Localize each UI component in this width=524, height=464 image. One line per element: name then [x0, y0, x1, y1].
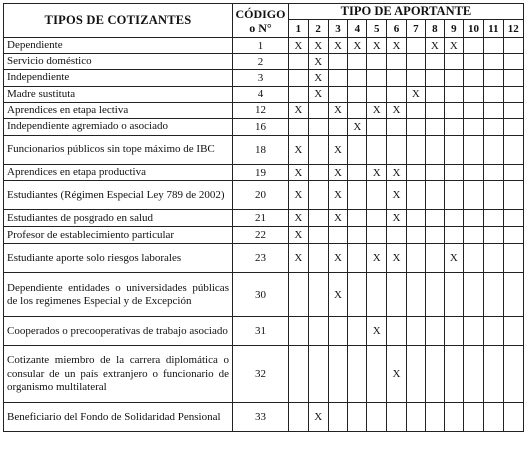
- mark-empty: [463, 54, 483, 70]
- cotizante-name: Servicio doméstico: [4, 54, 233, 70]
- mark-empty: [484, 102, 503, 118]
- mark-empty: [367, 86, 387, 102]
- mark-empty: [387, 86, 407, 102]
- mark-empty: [444, 210, 463, 227]
- mark-empty: [406, 346, 425, 403]
- header-aportante-6: 6: [387, 20, 407, 38]
- cotizante-name: Profesor de establecimiento particular: [4, 227, 233, 244]
- mark-empty: [288, 70, 308, 86]
- mark-empty: [503, 403, 523, 432]
- mark-empty: [348, 244, 367, 273]
- cotizante-name: Aprendices en etapa lectiva: [4, 102, 233, 118]
- header-aportante-10: 10: [463, 20, 483, 38]
- mark-empty: [425, 70, 444, 86]
- mark-empty: [406, 227, 425, 244]
- mark-empty: [348, 70, 367, 86]
- cotizante-code: 30: [232, 273, 288, 317]
- mark-empty: [425, 403, 444, 432]
- mark-empty: [463, 119, 483, 136]
- mark-empty: [308, 210, 328, 227]
- mark-empty: [387, 70, 407, 86]
- mark-empty: [308, 165, 328, 181]
- mark-empty: [328, 346, 348, 403]
- mark-x: X: [328, 102, 348, 118]
- mark-empty: [308, 273, 328, 317]
- mark-empty: [367, 119, 387, 136]
- mark-empty: [406, 273, 425, 317]
- mark-empty: [308, 119, 328, 136]
- mark-empty: [348, 227, 367, 244]
- cotizante-code: 16: [232, 119, 288, 136]
- mark-empty: [463, 403, 483, 432]
- mark-x: X: [288, 210, 308, 227]
- table-row: [4, 317, 524, 346]
- mark-x: X: [425, 38, 444, 54]
- mark-empty: [484, 136, 503, 165]
- mark-x: X: [288, 38, 308, 54]
- table-row: [4, 181, 524, 210]
- mark-empty: [406, 210, 425, 227]
- cotizante-code: 12: [232, 102, 288, 118]
- mark-empty: [406, 136, 425, 165]
- mark-empty: [463, 317, 483, 346]
- table-body: [4, 38, 524, 432]
- mark-empty: [503, 86, 523, 102]
- table-row: [4, 273, 524, 317]
- cotizante-name: Cotizante miembro de la carrera diplomática o consular de un país extranjero o funcionario de organismo multilateral: [4, 346, 233, 403]
- header-aportante-4: 4: [348, 20, 367, 38]
- mark-empty: [308, 346, 328, 403]
- cotizante-code: 33: [232, 403, 288, 432]
- cotizante-name: Independiente: [4, 70, 233, 86]
- header-tipo-aportante: TIPO DE APORTANTE: [288, 4, 523, 20]
- mark-x: X: [308, 54, 328, 70]
- mark-x: X: [367, 165, 387, 181]
- cotizante-name: Dependiente entidades o universidades públicas de los regimenes Especial y de Excepción: [4, 273, 233, 317]
- mark-empty: [406, 244, 425, 273]
- table-row: [4, 102, 524, 118]
- mark-x: X: [348, 38, 367, 54]
- mark-empty: [406, 403, 425, 432]
- mark-empty: [444, 181, 463, 210]
- header-aportante-2: 2: [308, 20, 328, 38]
- cotizante-name: Madre sustituta: [4, 86, 233, 102]
- table-row: [4, 210, 524, 227]
- mark-empty: [288, 403, 308, 432]
- cotizante-name: Cooperados o precooperativas de trabajo asociado: [4, 317, 233, 346]
- mark-empty: [406, 38, 425, 54]
- cotizante-code: 3: [232, 70, 288, 86]
- cotizante-name: Beneficiario del Fondo de Solidaridad Pensional: [4, 403, 233, 432]
- mark-x: X: [328, 244, 348, 273]
- cotizante-name: Estudiante aporte solo riesgos laborales: [4, 244, 233, 273]
- mark-x: X: [328, 181, 348, 210]
- cotizantes-table-wrapper: [3, 3, 524, 432]
- mark-empty: [406, 54, 425, 70]
- mark-empty: [425, 102, 444, 118]
- mark-empty: [425, 119, 444, 136]
- cotizante-code: 19: [232, 165, 288, 181]
- mark-empty: [444, 86, 463, 102]
- mark-empty: [308, 317, 328, 346]
- mark-empty: [367, 54, 387, 70]
- mark-x: X: [367, 102, 387, 118]
- mark-x: X: [387, 244, 407, 273]
- mark-empty: [484, 54, 503, 70]
- table-row: [4, 119, 524, 136]
- mark-x: X: [288, 136, 308, 165]
- cotizante-code: 23: [232, 244, 288, 273]
- mark-empty: [288, 54, 308, 70]
- mark-empty: [425, 317, 444, 346]
- mark-empty: [503, 54, 523, 70]
- mark-x: X: [387, 102, 407, 118]
- mark-x: X: [308, 403, 328, 432]
- mark-empty: [367, 346, 387, 403]
- mark-empty: [406, 70, 425, 86]
- mark-x: X: [288, 165, 308, 181]
- mark-empty: [463, 181, 483, 210]
- mark-x: X: [288, 102, 308, 118]
- mark-empty: [484, 181, 503, 210]
- mark-empty: [484, 210, 503, 227]
- mark-empty: [484, 119, 503, 136]
- cotizante-name: Dependiente: [4, 38, 233, 54]
- mark-empty: [444, 136, 463, 165]
- mark-empty: [367, 403, 387, 432]
- header-aportante-9: 9: [444, 20, 463, 38]
- mark-empty: [348, 165, 367, 181]
- mark-empty: [328, 54, 348, 70]
- mark-x: X: [367, 38, 387, 54]
- header-aportante-5: 5: [367, 20, 387, 38]
- mark-empty: [387, 317, 407, 346]
- cotizante-name: Funcionarios públicos sin tope máximo de IBC: [4, 136, 233, 165]
- mark-x: X: [406, 86, 425, 102]
- mark-empty: [444, 119, 463, 136]
- header-codigo-line2: o N°: [249, 20, 272, 35]
- mark-empty: [348, 86, 367, 102]
- mark-empty: [387, 119, 407, 136]
- mark-empty: [348, 273, 367, 317]
- mark-empty: [484, 403, 503, 432]
- mark-empty: [308, 244, 328, 273]
- mark-empty: [328, 70, 348, 86]
- mark-empty: [484, 227, 503, 244]
- cotizante-code: 1: [232, 38, 288, 54]
- mark-empty: [503, 227, 523, 244]
- mark-x: X: [367, 244, 387, 273]
- mark-empty: [425, 54, 444, 70]
- header-aportante-3: 3: [328, 20, 348, 38]
- mark-empty: [288, 346, 308, 403]
- mark-empty: [463, 165, 483, 181]
- mark-empty: [463, 210, 483, 227]
- mark-empty: [463, 227, 483, 244]
- cotizante-code: 21: [232, 210, 288, 227]
- header-aportante-11: 11: [484, 20, 503, 38]
- cotizante-name: Estudiantes de posgrado en salud: [4, 210, 233, 227]
- mark-empty: [367, 210, 387, 227]
- mark-empty: [328, 227, 348, 244]
- header-tipos-cotizantes: TIPOS DE COTIZANTES: [4, 4, 233, 38]
- mark-empty: [425, 244, 444, 273]
- mark-empty: [503, 136, 523, 165]
- header-aportante-1: 1: [288, 20, 308, 38]
- header-aportante-7: 7: [406, 20, 425, 38]
- mark-x: X: [444, 38, 463, 54]
- mark-empty: [348, 102, 367, 118]
- table-row: [4, 244, 524, 273]
- mark-empty: [503, 317, 523, 346]
- mark-x: X: [328, 210, 348, 227]
- table-row: [4, 403, 524, 432]
- mark-empty: [348, 317, 367, 346]
- cotizante-code: 18: [232, 136, 288, 165]
- table-row: [4, 70, 524, 86]
- mark-empty: [406, 102, 425, 118]
- mark-empty: [444, 102, 463, 118]
- mark-empty: [463, 244, 483, 273]
- mark-empty: [425, 165, 444, 181]
- mark-x: X: [308, 38, 328, 54]
- mark-empty: [387, 403, 407, 432]
- mark-empty: [444, 403, 463, 432]
- mark-empty: [444, 54, 463, 70]
- cotizante-code: 32: [232, 346, 288, 403]
- mark-empty: [387, 54, 407, 70]
- mark-x: X: [288, 227, 308, 244]
- mark-empty: [425, 86, 444, 102]
- header-aportante-8: 8: [425, 20, 444, 38]
- mark-empty: [367, 70, 387, 86]
- mark-empty: [503, 102, 523, 118]
- mark-empty: [484, 86, 503, 102]
- mark-empty: [288, 119, 308, 136]
- mark-x: X: [328, 136, 348, 165]
- mark-empty: [463, 70, 483, 86]
- header-aportante-12: 12: [503, 20, 523, 38]
- mark-empty: [308, 181, 328, 210]
- table-row: [4, 54, 524, 70]
- mark-empty: [328, 403, 348, 432]
- mark-empty: [367, 273, 387, 317]
- mark-empty: [348, 136, 367, 165]
- mark-empty: [348, 210, 367, 227]
- mark-empty: [484, 244, 503, 273]
- mark-x: X: [387, 165, 407, 181]
- mark-empty: [406, 165, 425, 181]
- mark-x: X: [308, 86, 328, 102]
- cotizantes-table: [3, 3, 524, 432]
- mark-empty: [328, 86, 348, 102]
- mark-empty: [406, 119, 425, 136]
- mark-empty: [463, 86, 483, 102]
- cotizante-name: Aprendices en etapa productiva: [4, 165, 233, 181]
- mark-empty: [444, 317, 463, 346]
- mark-empty: [503, 244, 523, 273]
- mark-empty: [444, 273, 463, 317]
- mark-empty: [463, 346, 483, 403]
- mark-x: X: [288, 181, 308, 210]
- mark-empty: [348, 54, 367, 70]
- mark-x: X: [444, 244, 463, 273]
- mark-empty: [425, 181, 444, 210]
- mark-empty: [503, 38, 523, 54]
- mark-empty: [308, 136, 328, 165]
- header-codigo: [232, 4, 288, 38]
- mark-empty: [503, 165, 523, 181]
- mark-empty: [503, 70, 523, 86]
- mark-empty: [463, 38, 483, 54]
- mark-empty: [503, 346, 523, 403]
- mark-x: X: [387, 181, 407, 210]
- mark-empty: [444, 346, 463, 403]
- mark-empty: [503, 210, 523, 227]
- mark-x: X: [387, 210, 407, 227]
- mark-empty: [367, 227, 387, 244]
- mark-empty: [463, 136, 483, 165]
- mark-empty: [367, 136, 387, 165]
- mark-empty: [387, 136, 407, 165]
- mark-empty: [288, 86, 308, 102]
- mark-x: X: [288, 244, 308, 273]
- mark-empty: [425, 346, 444, 403]
- mark-empty: [484, 346, 503, 403]
- mark-x: X: [308, 70, 328, 86]
- mark-empty: [288, 273, 308, 317]
- mark-empty: [503, 273, 523, 317]
- mark-empty: [288, 317, 308, 346]
- cotizante-code: 31: [232, 317, 288, 346]
- mark-empty: [308, 102, 328, 118]
- mark-empty: [348, 181, 367, 210]
- mark-empty: [406, 181, 425, 210]
- mark-empty: [484, 317, 503, 346]
- mark-empty: [425, 227, 444, 244]
- mark-empty: [463, 273, 483, 317]
- mark-empty: [387, 227, 407, 244]
- cotizante-name: Estudiantes (Régimen Especial Ley 789 de 2002): [4, 181, 233, 210]
- mark-empty: [328, 317, 348, 346]
- mark-x: X: [348, 119, 367, 136]
- table-row: [4, 38, 524, 54]
- mark-empty: [484, 165, 503, 181]
- mark-empty: [463, 102, 483, 118]
- mark-empty: [484, 273, 503, 317]
- header-codigo-line1: CÓDIGO: [235, 6, 286, 21]
- mark-empty: [444, 227, 463, 244]
- mark-empty: [367, 181, 387, 210]
- table-row: [4, 136, 524, 165]
- mark-x: X: [328, 273, 348, 317]
- mark-empty: [425, 273, 444, 317]
- cotizante-code: 4: [232, 86, 288, 102]
- table-row: [4, 165, 524, 181]
- cotizante-name: Independiente agremiado o asociado: [4, 119, 233, 136]
- table-row: [4, 86, 524, 102]
- mark-x: X: [328, 38, 348, 54]
- mark-empty: [484, 70, 503, 86]
- cotizante-code: 2: [232, 54, 288, 70]
- table-row: [4, 346, 524, 403]
- mark-x: X: [387, 346, 407, 403]
- mark-empty: [425, 136, 444, 165]
- mark-empty: [308, 227, 328, 244]
- cotizante-code: 20: [232, 181, 288, 210]
- mark-empty: [444, 165, 463, 181]
- mark-empty: [425, 210, 444, 227]
- cotizante-code: 22: [232, 227, 288, 244]
- mark-x: X: [387, 38, 407, 54]
- mark-x: X: [328, 165, 348, 181]
- mark-empty: [348, 403, 367, 432]
- mark-empty: [503, 181, 523, 210]
- mark-empty: [348, 346, 367, 403]
- mark-empty: [444, 70, 463, 86]
- table-row: [4, 227, 524, 244]
- mark-empty: [484, 38, 503, 54]
- mark-x: X: [367, 317, 387, 346]
- mark-empty: [328, 119, 348, 136]
- mark-empty: [406, 317, 425, 346]
- mark-empty: [387, 273, 407, 317]
- mark-empty: [503, 119, 523, 136]
